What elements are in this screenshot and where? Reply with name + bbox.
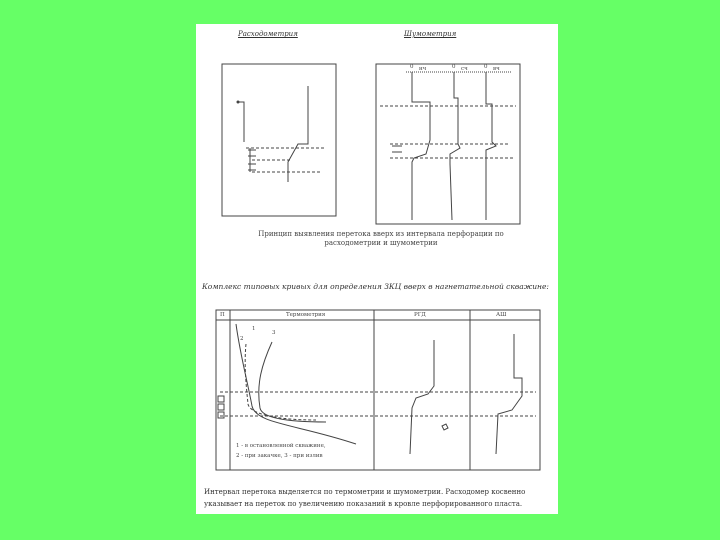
curve-number-2: 2: [240, 336, 244, 342]
legend-line-1: 1 - в остановленной скважине,: [236, 443, 326, 449]
column-header-thermometry: Термометрия: [286, 312, 326, 318]
column-header-ash: АШ: [496, 312, 507, 318]
flowmeter-curve-right: [288, 86, 308, 182]
flowmeter-panel-frame: [222, 64, 336, 216]
rgd-spot: [442, 424, 448, 430]
column-header-rgd: РГД: [414, 312, 426, 318]
scale-zero-low: 0: [410, 64, 414, 70]
document-page: [196, 24, 558, 514]
noise-curve-high: [486, 72, 496, 220]
flowmeter-curve: [238, 102, 244, 142]
curve-number-1: 1: [252, 326, 256, 332]
scale-zero-mid: 0: [452, 64, 456, 70]
scale-label-high: вч: [493, 66, 500, 72]
interval-box-1: [218, 396, 224, 402]
interval-box-2: [218, 404, 224, 410]
thermo-curve-2: [245, 344, 316, 420]
scale-zero-high: 0: [484, 64, 488, 70]
bottom-paragraph: Интервал перетока выделяется по термометрии и шумометрии. Расходомер косвенно указывает на переток по увеличению показаний в кровле перфорированного пласта.: [204, 488, 526, 508]
rgd-curve: [410, 340, 434, 454]
ash-curve: [496, 334, 522, 454]
scale-label-mid: сч: [461, 66, 468, 72]
interval-box-3: [218, 412, 224, 418]
noise-curve-mid: [450, 72, 460, 220]
flowmeter-heading: Расходометрия: [238, 30, 298, 38]
noise-meter-heading: Шумометрия: [404, 30, 457, 38]
type-curves-subtitle: Комплекс типовых кривых для определения ЗКЦ вверх в нагнетательной скважине:: [202, 282, 549, 291]
column-header-p: П: [220, 312, 225, 318]
scale-label-low: нч: [419, 66, 427, 72]
diagram-graphics: [196, 24, 558, 514]
thermo-curve-1: [236, 324, 356, 444]
curve-number-3: 3: [272, 330, 276, 336]
legend-line-2: 2 - при закачке, 3 - при излив: [236, 453, 323, 459]
noise-curve-low: [412, 72, 430, 220]
top-caption: Принцип выявления перетока вверх из интервала перфорации по расходометрии и шумометрии: [258, 230, 504, 247]
thermo-curve-3: [259, 342, 326, 422]
